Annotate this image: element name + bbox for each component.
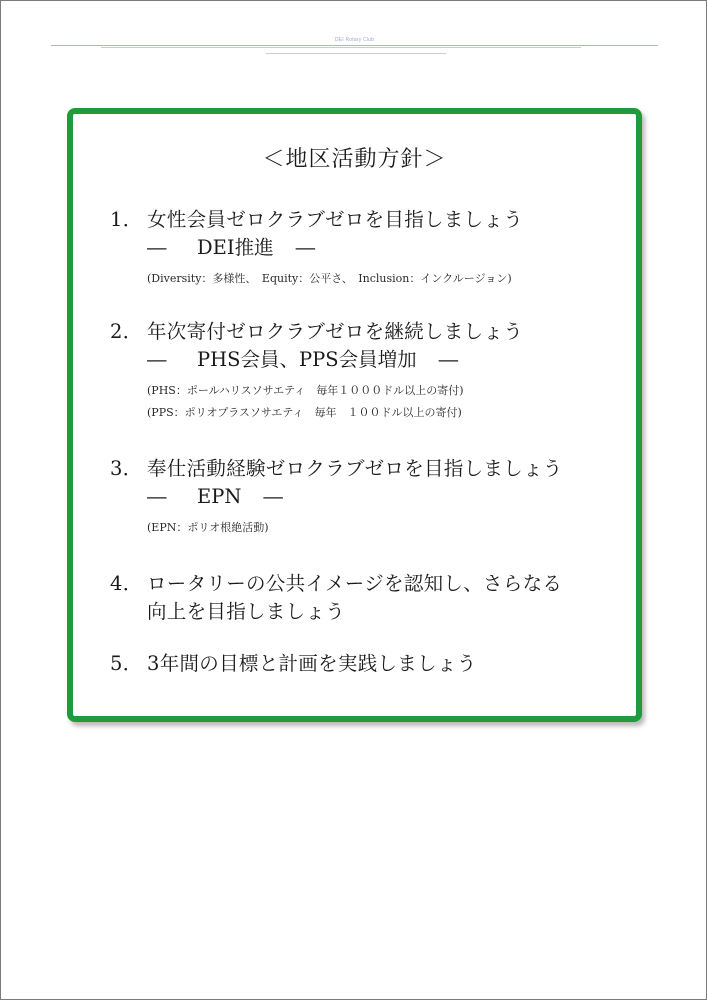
subheading-text: EPN bbox=[197, 485, 242, 508]
dash-mark: ― bbox=[263, 485, 283, 508]
subheading-text: DEI推進 bbox=[197, 236, 274, 259]
policy-item-line bbox=[110, 318, 523, 346]
box-title: ＜地区活動方針＞ bbox=[262, 147, 447, 172]
header-club-name: DEI Rotary Club bbox=[334, 37, 375, 43]
item-subheading bbox=[110, 483, 563, 511]
item-number: 4． bbox=[110, 572, 143, 595]
header-rule bbox=[266, 53, 446, 54]
item-text: 奉仕活動経験ゼロクラブゼロを目指しましょう bbox=[147, 457, 563, 480]
item-number: 3． bbox=[110, 457, 143, 480]
policy-item-3 bbox=[110, 455, 563, 539]
item-note: (PPS：ポリオプラスソサエティ 毎年 １００ドル以上の寄付) bbox=[147, 406, 462, 419]
item-note: (Diversity：多様性、 Equity：公平さ、 Inclusion：インクルージョン) bbox=[147, 272, 512, 285]
item-number: 1． bbox=[110, 208, 143, 231]
item-number: 5． bbox=[110, 652, 143, 675]
policy-item-line bbox=[110, 598, 562, 626]
dash-mark: ― bbox=[147, 485, 167, 508]
page-header bbox=[1, 37, 707, 57]
subheading-text: PHS会員、PPS会員増加 bbox=[197, 348, 417, 371]
policy-item-line bbox=[110, 455, 563, 483]
item-text: 向上を目指しましょう bbox=[147, 600, 346, 623]
policy-item-line bbox=[110, 206, 523, 234]
item-text: 女性会員ゼロクラブゼロを目指しましょう bbox=[147, 208, 524, 231]
policy-item-line bbox=[110, 570, 562, 598]
item-number: 2． bbox=[110, 320, 143, 343]
dash-mark: ― bbox=[438, 348, 459, 371]
policy-box bbox=[67, 108, 642, 722]
item-note: (EPN：ポリオ根絶活動) bbox=[147, 521, 269, 534]
item-text: 年次寄付ゼロクラブゼロを継続しましょう bbox=[147, 320, 524, 343]
item-text: 3年間の目標と計画を実践しましょう bbox=[147, 652, 477, 675]
item-subheading bbox=[110, 346, 523, 374]
header-rule bbox=[51, 45, 658, 46]
item-note: (PHS：ポールハリスソサエティ 毎年１０００ドル以上の寄付) bbox=[147, 384, 464, 397]
item-text: ロータリーの公共イメージを認知し、さらなる bbox=[147, 572, 563, 595]
policy-item-1 bbox=[110, 206, 523, 290]
policy-item-2 bbox=[110, 318, 523, 424]
dash-mark: ― bbox=[147, 348, 167, 371]
dash-mark: ― bbox=[295, 236, 316, 259]
header-rule bbox=[101, 47, 581, 48]
dash-mark: ― bbox=[147, 236, 167, 259]
policy-item-line bbox=[110, 650, 477, 678]
policy-item-4 bbox=[110, 570, 562, 626]
policy-item-5 bbox=[110, 650, 477, 678]
item-subheading bbox=[110, 234, 523, 262]
